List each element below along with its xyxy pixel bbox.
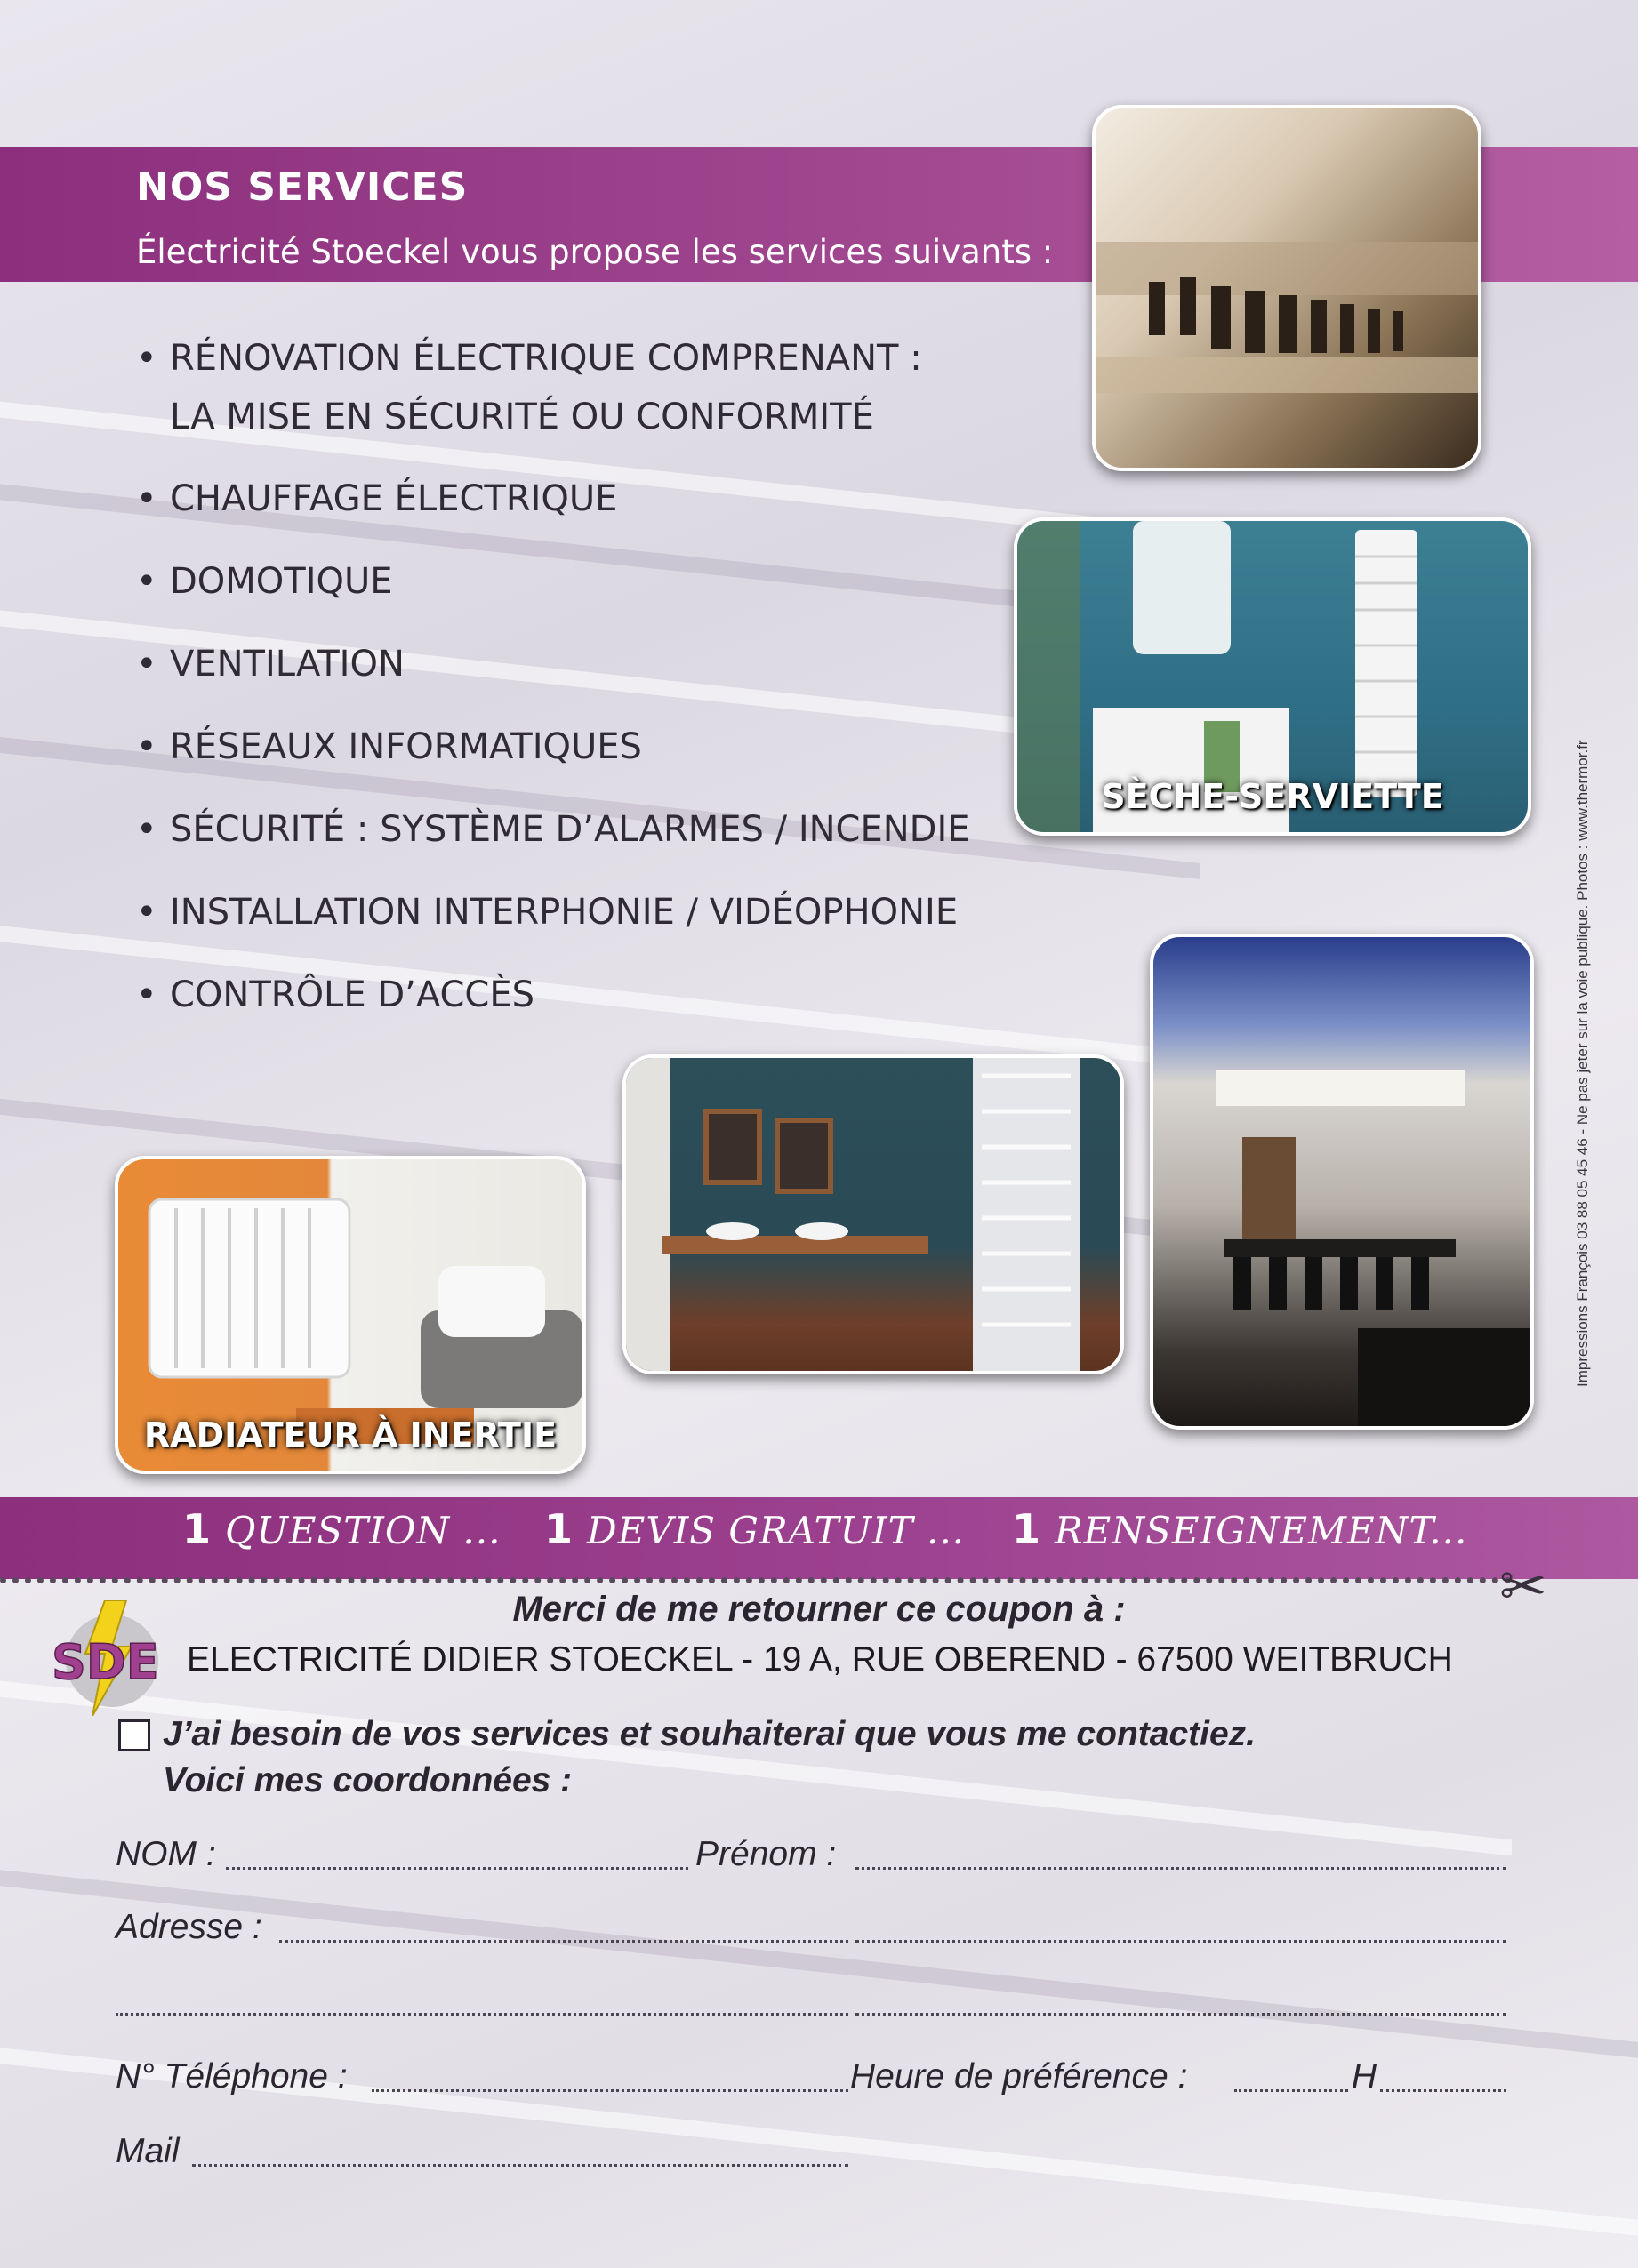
cta-devis bbox=[544, 1505, 965, 1553]
adresse-field-4[interactable] bbox=[855, 2013, 1506, 2016]
service-label: RÉNOVATION ÉLECTRIQUE COMPRENANT : bbox=[170, 338, 922, 379]
cta-text: QUESTION ... bbox=[225, 1509, 502, 1552]
service-item bbox=[136, 635, 405, 693]
adresse-label: Adresse : bbox=[116, 1908, 262, 1946]
service-item bbox=[136, 883, 958, 942]
living-room-photo bbox=[1150, 934, 1534, 1430]
bathroom-vanity-photo bbox=[622, 1054, 1124, 1374]
heure-field[interactable] bbox=[1234, 2089, 1348, 2092]
living-room-illustration bbox=[1153, 937, 1530, 1426]
radiateur-caption: RADIATEUR À INERTIE bbox=[143, 1415, 558, 1455]
adresse-field[interactable] bbox=[279, 1940, 848, 1943]
service-label: CHAUFFAGE ÉLECTRIQUE bbox=[170, 478, 618, 519]
bullet: • bbox=[136, 644, 157, 685]
contact-request-checkbox[interactable] bbox=[118, 1719, 150, 1751]
bullet: • bbox=[136, 478, 157, 519]
company-address: ELECTRICITÉ DIDIER STOECKEL - 19 A, RUE OBEREND - 67500 WEITBRUCH bbox=[187, 1640, 1453, 1679]
service-label: DOMOTIQUE bbox=[170, 561, 393, 602]
contact-request-line2: Voici mes coordonnées : bbox=[163, 1761, 573, 1799]
radiateur-photo bbox=[115, 1156, 586, 1474]
nom-label: NOM : bbox=[116, 1835, 216, 1873]
logo-text: SDE bbox=[52, 1634, 159, 1690]
adresse-field-3[interactable] bbox=[116, 2013, 848, 2016]
prenom-label: Prénom : bbox=[695, 1835, 837, 1873]
cta-number: 1 bbox=[544, 1505, 574, 1553]
seche-serviette-caption: SÈCHE-SERVIETTE bbox=[1101, 777, 1444, 816]
service-item bbox=[136, 717, 642, 776]
coupon-header: Merci de me retourner ce coupon à : bbox=[512, 1590, 1126, 1629]
bullet: • bbox=[136, 809, 157, 850]
prenom-field[interactable] bbox=[855, 1867, 1506, 1870]
services-subtitle: Électricité Stoeckel vous propose les services suivants : bbox=[136, 233, 1054, 271]
bullet: • bbox=[136, 892, 157, 933]
cta-question bbox=[182, 1505, 501, 1553]
service-label: SÉCURITÉ : SYSTÈME D’ALARMES / INCENDIE bbox=[170, 809, 970, 850]
vanity-illustration bbox=[626, 1058, 1120, 1371]
service-item bbox=[136, 552, 393, 611]
contact-request-text bbox=[163, 1711, 1256, 1804]
cta-number: 1 bbox=[1012, 1505, 1041, 1553]
bullet: • bbox=[136, 561, 157, 602]
company-logo bbox=[50, 1600, 165, 1716]
mail-label: Mail bbox=[116, 2132, 180, 2170]
service-label: INSTALLATION INTERPHONIE / VIDÉOPHONIE bbox=[170, 892, 959, 933]
bullet: • bbox=[136, 338, 157, 379]
service-label-line2: LA MISE EN SÉCURITÉ OU CONFORMITÉ bbox=[170, 397, 874, 437]
telephone-field[interactable] bbox=[372, 2089, 848, 2092]
service-item bbox=[136, 329, 922, 446]
heure-label: Heure de préférence : bbox=[850, 2057, 1188, 2096]
adresse-field-2[interactable] bbox=[855, 1940, 1506, 1943]
heure-field-tail[interactable] bbox=[1380, 2089, 1506, 2092]
services-title: NOS SERVICES bbox=[136, 164, 469, 210]
bullet: • bbox=[136, 974, 157, 1015]
cta-text: DEVIS GRATUIT ... bbox=[587, 1509, 966, 1552]
seche-serviette-photo bbox=[1014, 517, 1531, 836]
nom-field[interactable] bbox=[226, 1867, 688, 1870]
photo-credit: Impressions François 03 88 05 45 46 - Ne pas jeter sur la voie publique. Photos : www.thermor.fr bbox=[1574, 740, 1591, 1387]
cut-line bbox=[0, 1577, 1512, 1583]
heure-suffix: H bbox=[1352, 2057, 1377, 2096]
cta-text: RENSEIGNEMENT... bbox=[1055, 1509, 1468, 1552]
service-label: VENTILATION bbox=[170, 644, 405, 685]
service-label: CONTRÔLE D’ACCÈS bbox=[170, 974, 535, 1015]
service-item bbox=[136, 800, 970, 859]
service-label: RÉSEAUX INFORMATIQUES bbox=[170, 726, 642, 767]
breaker-panel-illustration bbox=[1096, 108, 1478, 468]
cta-number: 1 bbox=[182, 1505, 212, 1553]
telephone-label: N° Téléphone : bbox=[116, 2057, 348, 2096]
cta-renseignement bbox=[1012, 1505, 1467, 1553]
background-stripe bbox=[0, 1870, 1638, 2058]
breaker-panel-photo bbox=[1092, 105, 1481, 471]
service-item bbox=[136, 469, 617, 528]
service-item bbox=[136, 966, 534, 1024]
mail-field[interactable] bbox=[192, 2164, 848, 2167]
scissors-icon: ✂ bbox=[1499, 1554, 1547, 1620]
bullet: • bbox=[136, 726, 157, 767]
contact-request-line1: J’ai besoin de vos services et souhaiterai que vous me contactiez. bbox=[163, 1715, 1256, 1753]
